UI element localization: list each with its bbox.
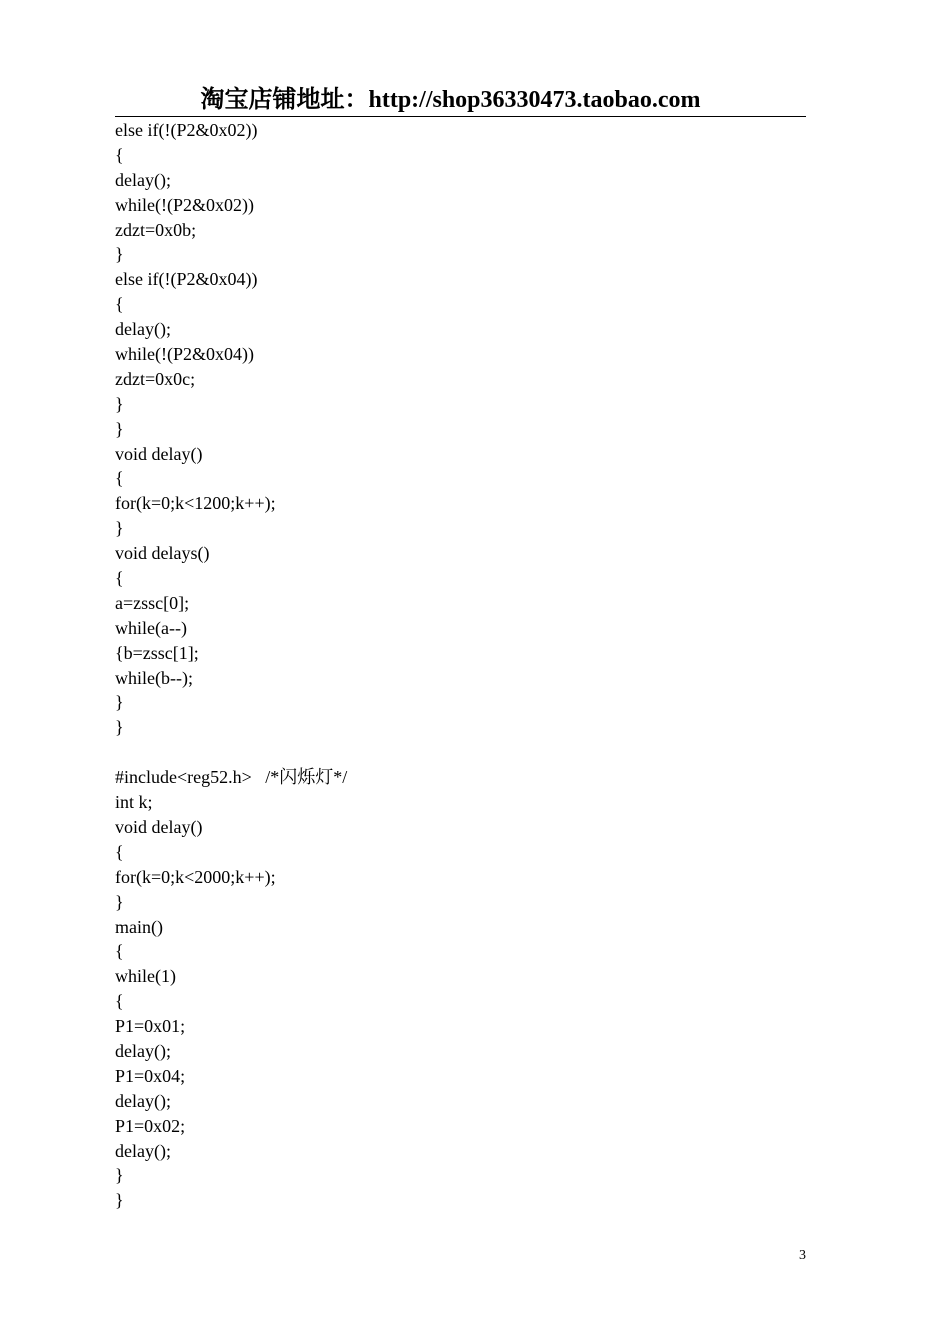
code-line: { xyxy=(115,991,124,1012)
code-line: delay(); xyxy=(115,169,171,190)
code-line: { xyxy=(115,144,124,165)
code-line: else if(!(P2&0x02)) xyxy=(115,120,258,140)
code-line: zdzt=0x0b; xyxy=(115,219,197,240)
code-line: for(k=0;k<2000;k++); xyxy=(115,866,276,887)
code-line: delay(); xyxy=(115,1140,171,1161)
code-line: void delay() xyxy=(115,816,203,837)
code-line: void delay() xyxy=(115,443,203,464)
code-line: } xyxy=(115,518,124,539)
page-header xyxy=(115,84,806,117)
code-line: delay(); xyxy=(115,1040,171,1061)
code-line: while(1) xyxy=(115,966,176,987)
code-line: } xyxy=(115,244,124,265)
code-line: else if(!(P2&0x04)) xyxy=(115,269,258,290)
code-line: { xyxy=(115,568,124,589)
code-line: delay(); xyxy=(115,319,171,340)
code-line: {b=zssc[1]; xyxy=(115,642,199,663)
code-line: int k; xyxy=(115,792,153,813)
header-title: 淘宝店铺地址：http://shop36330473.taobao.com xyxy=(200,87,701,113)
code-line: } xyxy=(115,717,124,738)
code-line xyxy=(115,740,806,765)
code-line: P1=0x01; xyxy=(115,1016,186,1037)
code-line: while(a--) xyxy=(115,617,187,638)
code-line: } xyxy=(115,393,124,414)
code-line: P1=0x04; xyxy=(115,1065,186,1086)
code-line: { xyxy=(115,294,124,315)
code-line: void delays() xyxy=(115,543,210,564)
code-line: zdzt=0x0c; xyxy=(115,368,196,389)
code-line: { xyxy=(115,468,124,489)
code-line: delay(); xyxy=(115,1090,171,1111)
code-line: { xyxy=(115,841,124,862)
code-line: } xyxy=(115,418,124,439)
code-line: } xyxy=(115,1190,124,1211)
code-line: } xyxy=(115,891,124,912)
page-number: 3 xyxy=(799,1248,806,1263)
code-line: { xyxy=(115,941,124,962)
code-line: for(k=0;k<1200;k++); xyxy=(115,493,276,514)
code-line: while(!(P2&0x04)) xyxy=(115,344,254,365)
code-line: P1=0x02; xyxy=(115,1115,186,1136)
code-line: main() xyxy=(115,916,163,937)
code-line: #include<reg52.h> /*闪烁灯*/ xyxy=(115,767,348,788)
code-line: a=zssc[0]; xyxy=(115,592,190,613)
code-line: } xyxy=(115,692,124,713)
code-block xyxy=(115,118,806,1213)
code-line: while(b--); xyxy=(115,667,193,688)
code-line: while(!(P2&0x02)) xyxy=(115,194,254,215)
code-line: } xyxy=(115,1165,124,1186)
